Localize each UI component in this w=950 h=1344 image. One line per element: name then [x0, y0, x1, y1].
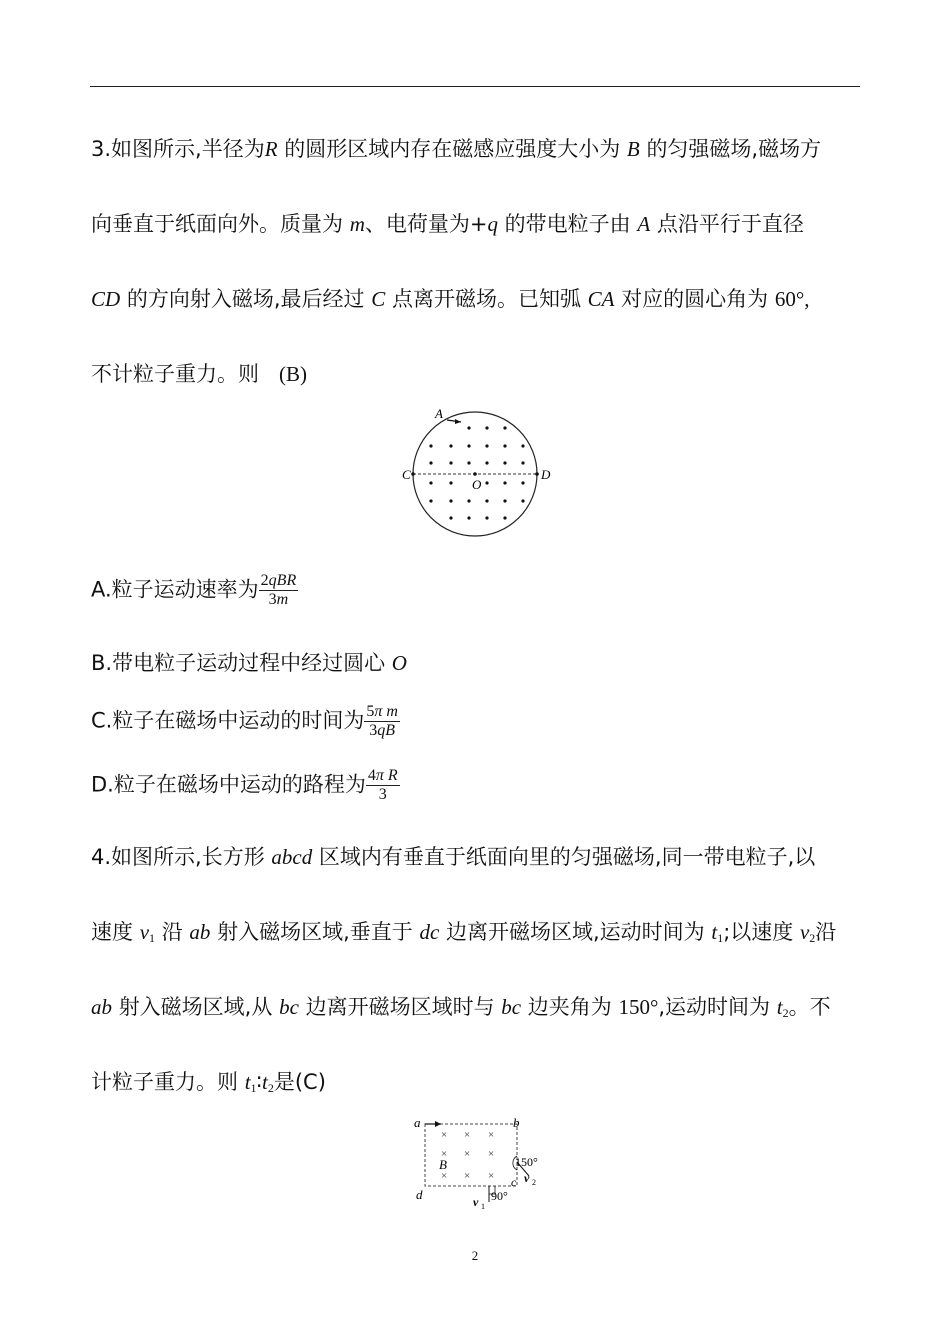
- svg-text:2: 2: [532, 1178, 536, 1187]
- q3-option-a: A.粒子运动速率为 $\frac{\text{2qBR}}{3m}$: [91, 572, 297, 608]
- field-dots: [411, 426, 539, 519]
- q3-line-2: 向垂直于纸面向外。质量为 m、电荷量为+q 的带电粒子由 A 点沿平行于直径: [91, 212, 804, 236]
- label-a: a: [414, 1115, 421, 1130]
- svg-text:1: 1: [481, 1202, 485, 1211]
- angle-150-label: 150°: [515, 1155, 538, 1169]
- label-b-field: B: [439, 1157, 447, 1172]
- header-rule: [90, 86, 860, 87]
- q3-option-d: D.粒子在磁场中运动的路程为 $\frac{\text{4π R}}{3}$: [91, 767, 398, 803]
- arrow-head-icon: [435, 1121, 441, 1127]
- label-a: A: [435, 406, 443, 421]
- q3-line-1: 3.如图所示,半径为R 的圆形区域内存在磁感应强度大小为 B 的匀强磁场,磁场方: [91, 137, 822, 161]
- fraction: $\frac{\text{2qBR}}{3m}$: [260, 572, 297, 608]
- label-o: O: [472, 477, 482, 492]
- q3-answer: (B): [279, 362, 308, 386]
- q4-line-4: 计粒子重力。则 $t_1∶t_2$是(C): [91, 1070, 326, 1095]
- q3-line-3: CD 的方向射入磁场,最后经过 C 点离开磁场。已知弧 CA 对应的圆心角为 60°,: [91, 287, 810, 311]
- svg-text:×: ×: [464, 1170, 471, 1182]
- fraction: $\frac{\text{4π R}}{3}$: [367, 767, 398, 803]
- svg-text:×: ×: [441, 1129, 448, 1141]
- svg-text:×: ×: [441, 1148, 448, 1160]
- fraction: $\frac{\text{5π m}}{3qB}$: [366, 703, 398, 739]
- svg-text:×: ×: [488, 1170, 495, 1182]
- field-rectangle: [425, 1124, 517, 1186]
- label-v2: v: [524, 1171, 530, 1185]
- page-number: 2: [471, 1248, 479, 1263]
- label-c: C: [402, 467, 411, 482]
- q4-line-1: 4.如图所示,长方形 abcd 区域内有垂直于纸面向里的匀强磁场,同一带电粒子,以: [91, 845, 816, 869]
- q3-line-4: 不计粒子重力。则 (B): [91, 362, 308, 386]
- q4-line-2: 速度 $v_1$ 沿 ab 射入磁场区域,垂直于 dc 边离开磁场区域,运动时间为 $t_1$;以速度 $v_2$沿: [91, 920, 837, 945]
- angle-90-label: 90°: [491, 1189, 508, 1203]
- label-b: b: [513, 1115, 520, 1130]
- q3-option-c: C.粒子在磁场中运动的时间为 $\frac{\text{5π m}}{3qB}$: [91, 703, 398, 739]
- label-v1: v: [473, 1195, 479, 1209]
- svg-text:×: ×: [488, 1129, 495, 1141]
- q4-line-3: ab 射入磁场区域,从 bc 边离开磁场区域时与 bc 边夹角为 150°,运动时间为 $t_2$。不: [91, 995, 831, 1020]
- svg-text:×: ×: [464, 1129, 471, 1141]
- q3-figure-circle: [395, 400, 560, 540]
- label-d: D: [541, 467, 551, 482]
- q4-figure-rectangle: [405, 1112, 565, 1212]
- q3-option-b: B.带电粒子运动过程中经过圆心 O: [91, 651, 407, 675]
- svg-text:×: ×: [488, 1148, 495, 1160]
- field-crosses: [441, 1129, 494, 1182]
- svg-text:×: ×: [464, 1148, 471, 1160]
- svg-text:×: ×: [441, 1170, 448, 1182]
- label-c: c: [511, 1175, 517, 1189]
- label-d: d: [416, 1187, 423, 1202]
